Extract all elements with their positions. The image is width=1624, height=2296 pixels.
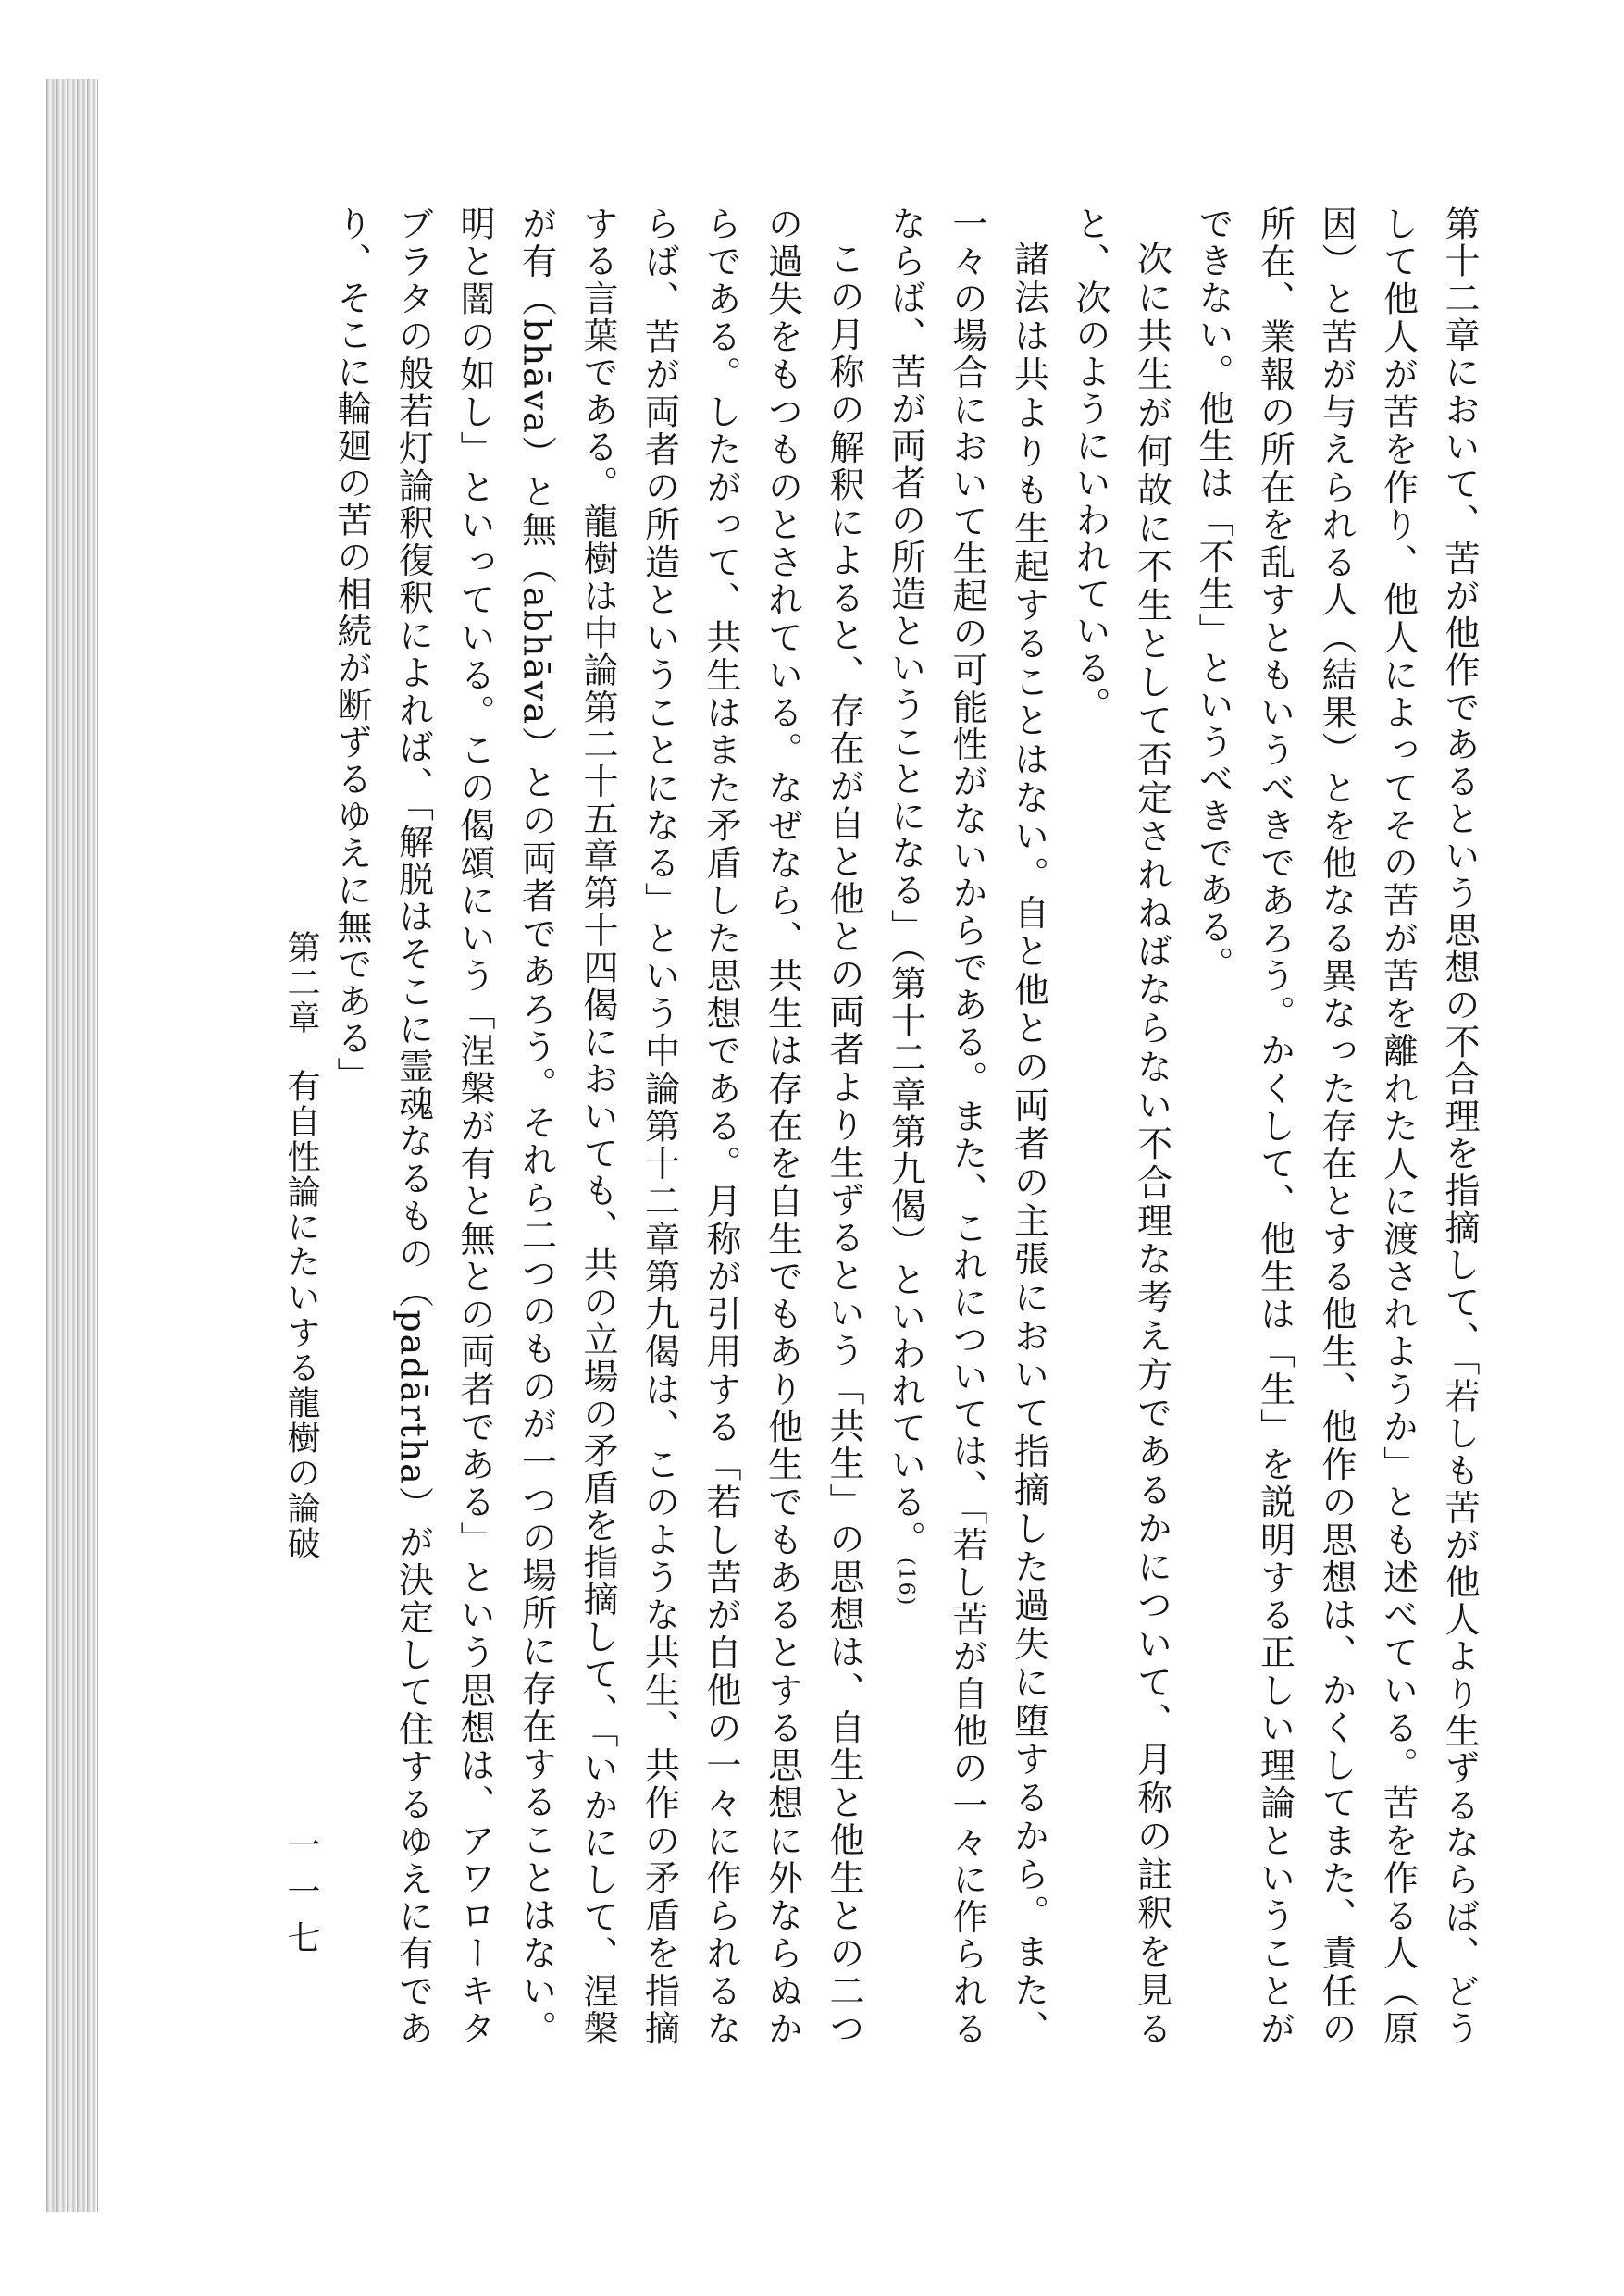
body-text [331,205,1490,2048]
running-head-chapter: 第二章 [282,930,320,1036]
footnote-reference: (16) [894,1558,918,1607]
paragraph: 次に共生が何故に不生として否定されねばならない不合理な考え方であるかについて、月称の註釈を見ると、次のようにいわれている。 [1070,205,1172,2047]
paragraph [874,205,1060,2047]
page-number: 一一七 [282,1828,320,1967]
running-head [278,930,325,1561]
paragraph: この月称の解釈によると、存在が自と他との両者より生ずるという「共生」の思想は、自生と他生との二つの過失をもつものとされている。なぜなら、共生は存在を自生でもあり他生でもあるとする思想に外ならぬからである。したがって、共生はまた矛盾した思想である。月称が引用する「若し苦が自他の一々に作られるならば、苦が両者の所造ということになる」という中論第十二章第九偈は、このような共生、共作の矛盾を指摘する言葉である。龍樹は中論第二十五章第十四偈においても、共の立場の矛盾を指摘して、「いかにして、涅槃が有（bhāva）と無（abhāva）との両者であろう。それら二つのものが一つの場所に存在することはない。明と闇の如し」といっている。この偈頌にいう「涅槃が有と無との両者である」という思想は、アワローキタブラタの般若灯論釈復釈によれば、「解脱はそこに霊魂なるもの（padārtha）が決定して住するゆえに有であり、そこに輪廻の苦の相続が断ずるゆえに無である」 [331,205,864,2048]
quotation-text: 諸法は共よりも生起することはない。自と他との両者の主張において指摘した過失に堕するから。また、一々の場合において生起の可能性がないからである。また、これについては、「若し苦が自他の一々に作られるならば、苦が両者の所造ということになる」（第十二章第九偈）といわれている。 [885,205,1049,2048]
paragraph: 第十二章において、苦が他作であるという思想の不合理を指摘して、「若しも苦が他人より生ずるならば、どうして他人が苦を作り、他人によってその苦が苦を離れた人に渡されようか」とも述べている。苦を作る人（原因）と苦が与えられる人（結果）とを他なる異なった存在とする他生、他作の思想は、かくしてまた、責任の所在、業報の所在を乱すともいうべきであろう。かくして、他生は「生」を説明する正しい理論ということができない。他生は「不生」というべきである。 [1193,205,1480,2048]
book-binding-edge [46,79,98,2212]
running-head-title: 有自性論にたいする龍樹の論破 [282,1069,320,1561]
